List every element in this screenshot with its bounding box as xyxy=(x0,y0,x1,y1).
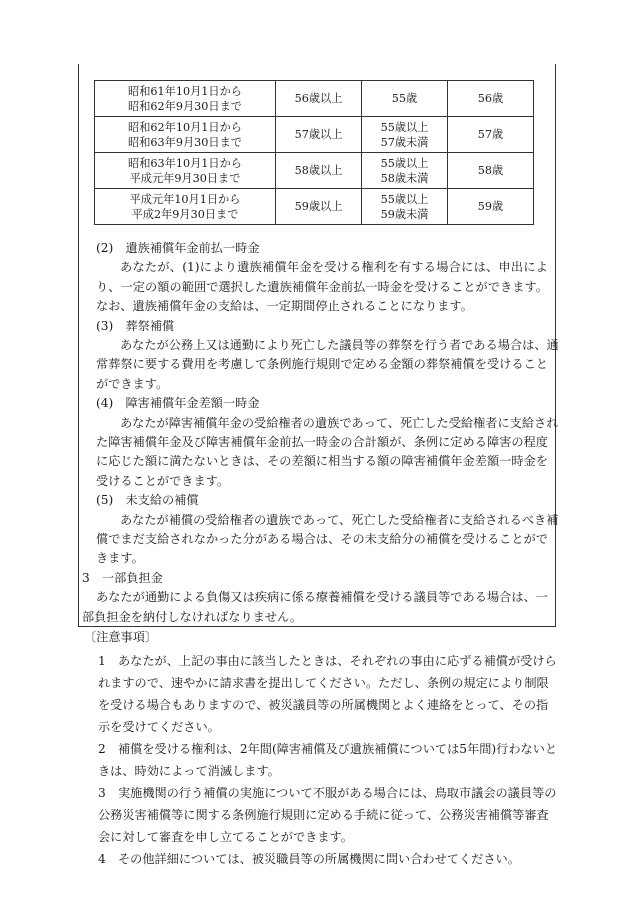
paragraph-line: り、一定の額の範囲で選択した遺族補償年金前払一時金を受けることができます。 xyxy=(96,279,548,294)
age-cell: 58歳 xyxy=(448,153,534,189)
period-to: 昭和63年9月30日まで xyxy=(128,135,242,149)
period-from: 昭和63年10月1日から xyxy=(128,156,242,170)
age-cell: 56歳 xyxy=(448,81,534,117)
age-cell: 57歳 xyxy=(448,117,534,153)
age-range-cell xyxy=(362,81,448,117)
paragraph-line: きます。 xyxy=(96,551,144,566)
note-line: 公務災害補償等に関する条例施行規則に定める手続に従って、公務災害補償等審査 xyxy=(98,808,549,822)
paragraph-line: なお、遺族補償年金の支給は、一定期間停止されることになります。 xyxy=(96,299,473,314)
period-to: 平成元年9月30日まで xyxy=(129,171,241,185)
paragraph-line: 常葬祭に要する費用を考慮して条例施行規則で定める金額の葬祭補償を受けること xyxy=(96,357,548,372)
paragraph-line: 部負担金を納付しなければなりません。 xyxy=(82,609,303,624)
age-range-to: 59歳未満 xyxy=(380,207,429,221)
paragraph-line: あなたが、(1)により遺族補償年金を受ける権利を有する場合には、申出によ xyxy=(120,260,548,275)
note-line: 会に対して審査を申し立てることができます。 xyxy=(98,830,353,844)
section-heading: (3) 葬祭補償 xyxy=(96,318,175,333)
paragraph-line: ができます。 xyxy=(96,376,169,391)
paragraph-line: 償でまだ支給されなかった分がある場合は、その未支給分の補償を受けることがで xyxy=(96,532,548,546)
note-line: を受ける場合もありますので、被災議員等の所属機関とよく連絡をとって、その指 xyxy=(98,698,549,712)
paragraph-line: あなたが障害補償年金の受給権者の遺族であって、死亡した受給権者に支給され xyxy=(120,415,559,430)
paragraph-line: 受けることができます。 xyxy=(96,473,230,488)
note-line: 3 実施機関の行う補償の実施について不服がある場合には、鳥取市議会の議員等の xyxy=(98,786,557,800)
period-cell xyxy=(95,153,276,189)
note-line: 示を受けてください。 xyxy=(98,720,220,734)
section-heading: (5) 未支給の補償 xyxy=(96,493,199,508)
table-row xyxy=(95,189,534,225)
age-cell: 56歳以上 xyxy=(276,81,362,117)
table-row xyxy=(95,153,534,189)
age-cell: 58歳以上 xyxy=(276,153,362,189)
age-range-from: 55歳以上 xyxy=(380,192,429,206)
period-cell xyxy=(95,117,276,153)
table-row xyxy=(95,117,534,153)
note-line: きは、時効によって消滅します。 xyxy=(98,764,280,778)
age-range-from: 55歳以上 xyxy=(380,156,429,170)
age-requirement-table xyxy=(94,80,534,225)
paragraph-line: に応じた額に満たないときは、その差額に相当する額の障害補償年金差額一時金を xyxy=(96,454,548,469)
age-range-to: 58歳未満 xyxy=(380,171,429,185)
table-row xyxy=(95,81,534,117)
paragraph-line: あなたが公務上又は通勤により死亡した議員等の葬祭を行う者である場合は、通 xyxy=(120,338,559,352)
age-range-cell xyxy=(362,117,448,153)
section-heading: (4) 障害補償年金差額一時金 xyxy=(96,396,260,411)
age-range-from: 55歳 xyxy=(391,92,418,105)
note-line: 4 その他詳細については、被災職員等の所属機関に問い合わせてください。 xyxy=(98,852,520,866)
age-range-to: 57歳未満 xyxy=(380,135,429,149)
paragraph-line: あなたが補償の受給権者の遺族であって、死亡した受給権者に支給されるべき補 xyxy=(120,512,559,527)
period-from: 昭和61年10月1日から xyxy=(128,84,242,98)
section-heading: (2) 遺族補償年金前払一時金 xyxy=(96,241,260,255)
period-from: 昭和62年10月1日から xyxy=(128,120,242,134)
notes-heading: 〔注意事項〕 xyxy=(84,630,158,644)
age-cell: 59歳 xyxy=(448,189,534,225)
age-cell: 57歳以上 xyxy=(276,117,362,153)
paragraph-line: あなたが通勤による負傷又は疾病に係る療養補償を受ける議員等である場合は、一 xyxy=(96,590,548,605)
period-cell xyxy=(95,189,276,225)
age-range-from: 55歳以上 xyxy=(380,120,429,134)
period-from: 平成元年10月1日から xyxy=(129,192,241,206)
period-to: 昭和62年9月30日まで xyxy=(128,99,242,113)
age-range-cell xyxy=(362,153,448,189)
paragraph-line: た障害補償年金及び障害補償年金前払一時金の合計額が、条例に定める障害の程度 xyxy=(96,435,548,449)
period-to: 平成2年9月30日まで xyxy=(131,207,239,221)
note-line: 1 あなたが、上記の事由に該当したときは、それぞれの事由に応ずる補償が受けら xyxy=(98,654,557,668)
note-line: 2 補償を受ける権利は、2年間(障害補償及び遺族補償については5年間)行わないと xyxy=(98,742,558,756)
age-cell: 59歳以上 xyxy=(276,189,362,225)
age-range-cell xyxy=(362,189,448,225)
period-cell xyxy=(95,81,276,117)
note-line: れますので、速やかに請求書を提出してください。ただし、条例の規定により制限 xyxy=(98,676,549,690)
section-heading: 3 一部負担金 xyxy=(82,570,163,585)
